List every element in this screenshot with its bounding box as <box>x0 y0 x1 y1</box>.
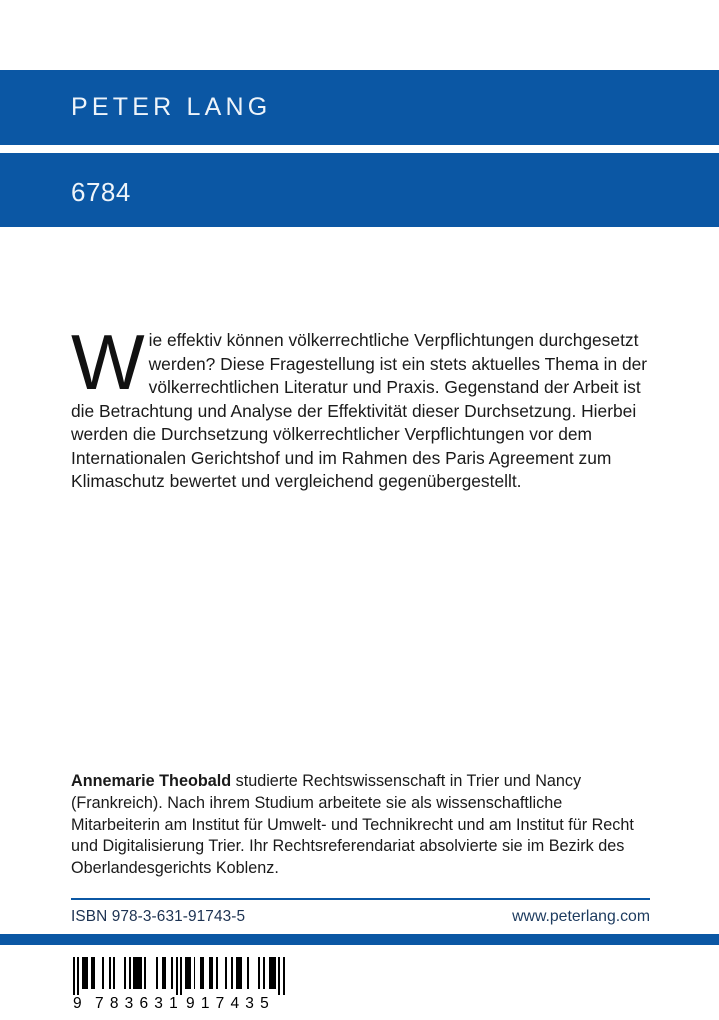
book-description <box>71 318 650 494</box>
series-number: 6784 <box>71 177 131 207</box>
footer-bar <box>0 934 719 945</box>
barcode-bars <box>73 957 285 995</box>
barcode-lead-digit: 9 <box>73 995 82 1012</box>
isbn-text: ISBN 978-3-631-91743-5 <box>71 908 246 925</box>
ean13-barcode <box>73 957 285 1015</box>
series-band <box>0 153 719 227</box>
barcode-left-group: 783631 <box>95 995 184 1012</box>
publisher-website[interactable]: www.peterlang.com <box>512 908 650 925</box>
publisher-name: PETER LANG <box>71 93 272 121</box>
publisher-band <box>0 70 719 145</box>
description-text: ie effektiv können völkerrechtliche Verpflichtungen durchgesetzt werden? Diese Fragestellung ist ein stets aktuelles Thema in der völkerrechtlichen Literatur und Praxis. Gegenstand der Arbeit ist die Betrachtung und Analyse der Effektivität dieser Durchsetzung. Hierbei werden die Durchsetzung völkerrechtlicher Verpflichtungen vor dem Internationalen Gerichtshof und im Rahmen des Paris Agreement zum Klimaschutz bewertet und vergleichend gegenübergestellt. <box>71 330 648 491</box>
author-biography <box>71 771 650 880</box>
author-bio-text: studierte Rechtswissenschaft in Trier und Nancy (Frankreich). Nach ihrem Studium arbeitete sie als wissenschaftliche Mitarbeiterin am Institut für Umwelt- und Technikrecht und am Institut für Recht und Digitalisierung Trier. Ihr Rechtsreferendariat absolvierte sie im Bezirk des Oberlandesgerichts Koblenz. <box>71 772 634 878</box>
footer-divider <box>71 898 650 900</box>
barcode-digits <box>73 995 285 1013</box>
author-name: Annemarie Theobald <box>71 772 232 790</box>
barcode-right-group: 917435 <box>186 995 275 1012</box>
footer-row <box>71 908 650 926</box>
drop-cap: W <box>71 318 145 406</box>
